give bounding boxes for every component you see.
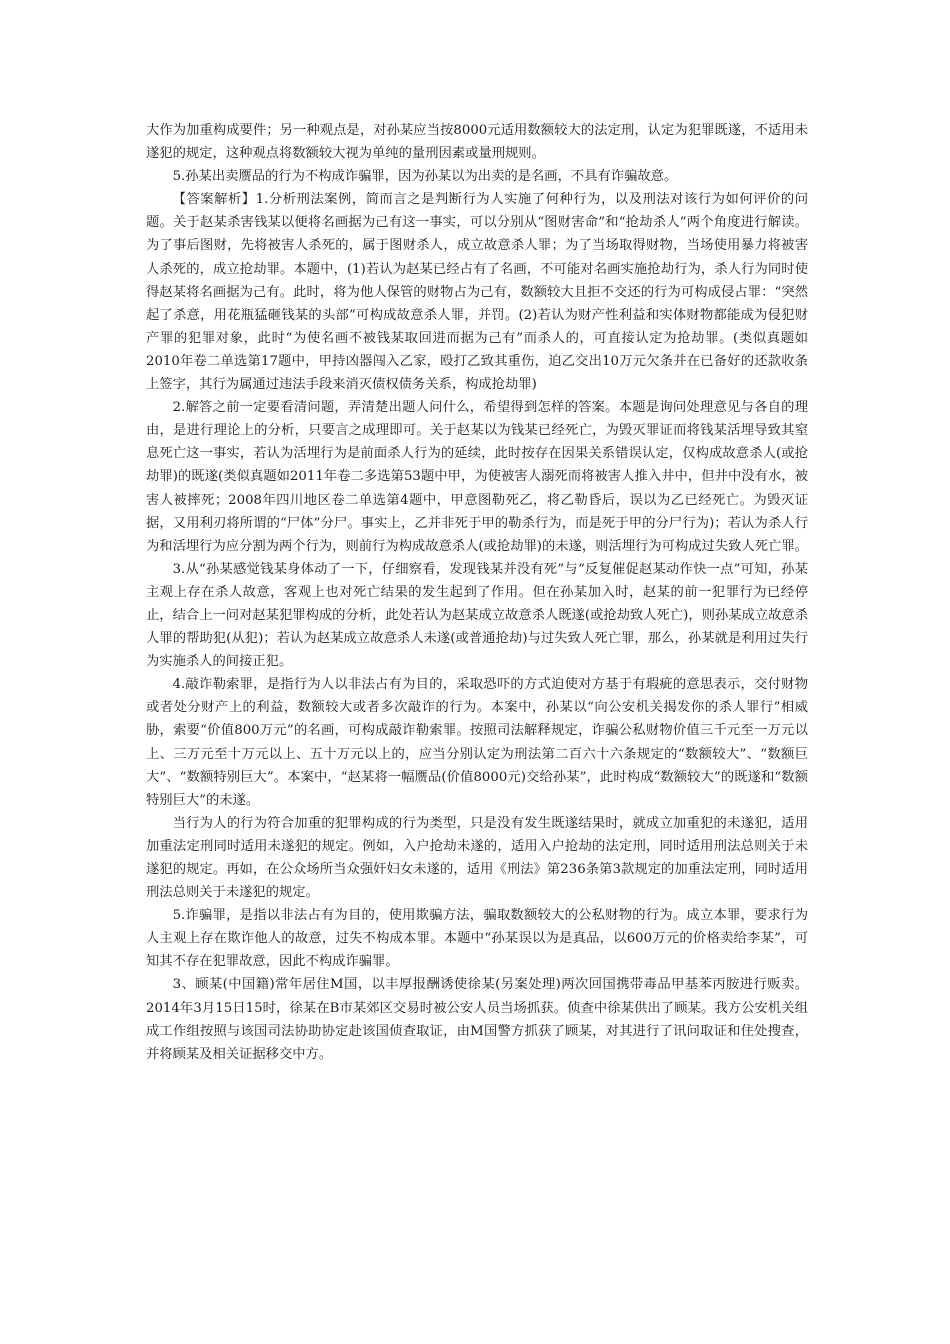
paragraph-analysis-2: 2.解答之前一定要看清问题，弄清楚出题人问什么，希望得到怎样的答案。本题是询问处理意见与各自的理由，是进行理论上的分析，只要言之成理即可。关于赵某以为钱某已经死亡，为毁灭罪证而将钱某活埋导致其窒息死亡这一事实，若认为活埋行为是前面杀人行为的延续，此时按存在因果关系错误认定，仅构成故意杀人(或抢劫罪)的既遂(类似真题如2011年卷二多选第53题中甲，为使被害人溺死而将被害人推入井中，但井中没有水，被害人被摔死；2008年四川地区卷二单选第4题中，甲意图勒死乙，将乙勒昏后，误以为乙已经死亡。为毁灭证据，又用利刃将所谓的“尸体”分尸。事实上，乙并非死于甲的勒杀行为，而是死于甲的分尸行为)；若认为杀人行为和活埋行为应分割为两个行为，则前行为构成故意杀人(或抢劫罪)的未遂，则活埋行为可构成过失致人死亡罪。 <box>146 400 808 554</box>
paragraph-analysis-3: 3.从“孙某感觉钱某身体动了一下，仔细察看，发现钱某并没有死”与“反复催促赵某动作快一点”可知，孙某主观上存在杀人故意，客观上也对死亡结果的发生起到了作用。但在孙某加入时，赵某的前一犯罪行为已经停止，结合上一问对赵某犯罪构成的分析，此处若认为赵某成立故意杀人既遂(或抢劫致人死亡)，则孙某成立故意杀人罪的帮助犯(从犯)；若认为赵某成立故意杀人未遂(或普通抢劫)与过失致人死亡罪，那么，孙某就是利用过失行为实施杀人的间接正犯。 <box>146 561 808 670</box>
paragraph-analysis-5: 5.诈骗罪，是指以非法占有为目的，使用欺骗方法，骗取数额较大的公私财物的行为。成立本罪，要求行为人主观上存在欺诈他人的故意，过失不构成本罪。本题中“孙某误以为是真品，以600万元的价格卖给李某”，可知其不存在犯罪故意，因此不构成诈骗罪。 <box>146 908 808 970</box>
paragraph-continuation: 大作为加重构成要件；另一种观点是，对孙某应当按8000元适用数额较大的法定刑，认定为犯罪既遂，不适用未遂犯的规定，这种观点将数额较大视为单纯的量刑因素或量刑规则。 <box>146 123 808 162</box>
paragraph-analysis-4-note: 当行为人的行为符合加重的犯罪构成的行为类型，只是没有发生既遂结果时，就成立加重犯的未遂犯，适用加重法定刑同时适用未遂犯的规定。例如，入户抢劫未遂的，适用入户抢劫的法定刑，同时适用刑法总则关于未遂犯的规定。再如，在公众场所当众强奸妇女未遂的，适用《刑法》第236条第3款规定的加重法定刑，同时适用刑法总则关于未遂犯的规定。 <box>146 815 808 901</box>
paragraph-answer-5: 5.孙某出卖赝品的行为不构成诈骗罪，因为孙某以为出卖的是名画，不具有诈骗故意。 <box>172 169 678 185</box>
paragraph-case-3: 3、顾某(中国籍)常年居住M国，以丰厚报酬诱使徐某(另案处理)两次回国携带毒品甲基苯丙胺进行贩卖。2014年3月15日15时，徐某在B市某郊区交易时被公安人员当场抓获。侦查中徐某供出了顾某。我方公安机关组成工作组按照与该国司法协助协定赴该国侦查取证，由M国警方抓获了顾某，对其进行了讯问取证和住处搜查，并将顾某及相关证据移交中方。 <box>146 977 808 1062</box>
paragraph-analysis-1: 【答案解析】1.分析刑法案例，简而言之是判断行为人实施了何种行为，以及刑法对该行为如何评价的问题。关于赵某杀害钱某以便将名画据为己有这一事实，可以分别从“图财害命”和“抢劫杀人”两个角度进行解读。为了事后图财，先将被害人杀死的，属于图财杀人，成立故意杀人罪；为了当场取得财物，当场使用暴力将被害人杀死的，成立抢劫罪。本题中，(1)若认为赵某已经占有了名画，不可能对名画实施抢劫行为，杀人行为同时使得赵某将名画据为己有。此时，将为他人保管的财物占为己有，数额较大且拒不交还的行为可构成侵占罪：“突然起了杀意，用花瓶猛砸钱某的头部”可构成故意杀人罪，并罚。(2)若认为财产性利益和实体财物都能成为侵犯财产罪的犯罪对象，此时“为使名画不被钱某取回进而据为己有”而杀人的，可直接认定为抢劫罪。(类似真题如2010年卷二单选第17题中，甲持凶器闯入乙家，殴打乙致其重伤，迫乙交出10万元欠条并在已备好的还款收条上签字，其行为属通过违法手段来消灭债权债务关系，构成抢劫罪) <box>146 192 808 393</box>
paragraph-analysis-4: 4.敲诈勒索罪，是指行为人以非法占有为目的，采取恐吓的方式迫使对方基于有瑕疵的意思表示，交付财物或者处分财产上的利益，数额较大或者多次敲诈的行为。本案中，孙某以“向公安机关揭发你的杀人罪行”相威胁，索要“价值800万元”的名画，可构成敲诈勒索罪。按照司法解释规定，诈骗公私财物价值三千元至一万元以上、三万元至十万元以上、五十万元以上的，应当分别认定为刑法第二百六十六条规定的“数额较大”、“数额巨大”、“数额特别巨大”。本案中，“赵某将一幅赝品(价值8000元)交给孙某”，此时构成“数额较大”的既遂和“数额特别巨大”的未遂。 <box>146 677 808 808</box>
document-body <box>146 119 808 1066</box>
